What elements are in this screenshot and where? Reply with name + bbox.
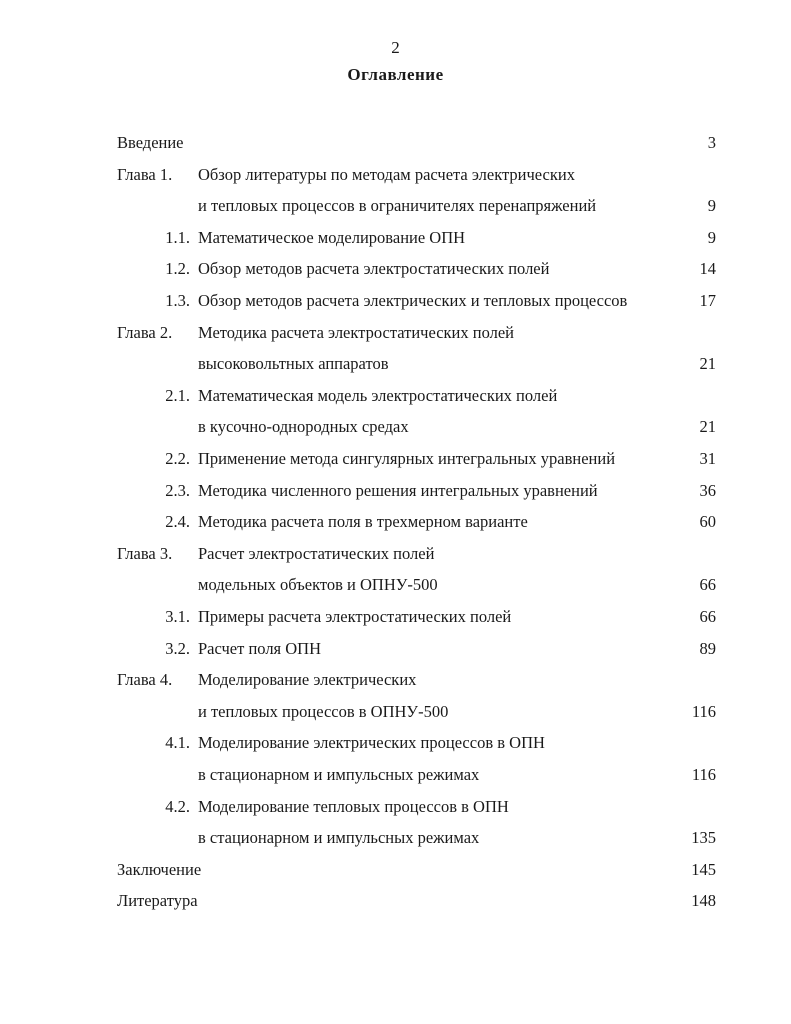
toc-entry-text: Моделирование электрических xyxy=(198,670,417,690)
toc-entry-label: 2.1. xyxy=(165,385,190,405)
toc-entry-text: и тепловых процессов в ограничителях перенапряжений xyxy=(198,196,597,216)
toc-entry-text: Математическая модель электростатических полей xyxy=(198,385,558,405)
toc-entry-page: 66 xyxy=(699,607,716,626)
toc-entry-text: Математическое моделирование ОПН xyxy=(198,227,466,247)
toc-entry-label: Глава 3. xyxy=(117,543,173,563)
toc-entry-page: 21 xyxy=(699,354,716,374)
toc-entry-page: 17 xyxy=(699,291,716,310)
toc-entry-label: Литература xyxy=(117,891,198,911)
toc-entry-page: 36 xyxy=(699,480,716,500)
toc-entry-page: 14 xyxy=(699,259,716,279)
toc-entry-page: 60 xyxy=(699,512,716,532)
toc-entry-text: высоковольтных аппаратов xyxy=(198,354,389,374)
toc-entry-text: Методика численного решения интегральных уравнений xyxy=(198,480,598,500)
toc-entry-label: 3.2. xyxy=(165,638,190,658)
toc-entry-label: Глава 2. xyxy=(117,322,173,342)
toc-entry-label: 3.1. xyxy=(165,607,190,626)
toc-entry-label: 2.3. xyxy=(165,480,190,500)
toc-entry-text: Методика расчета поля в трехмерном варианте xyxy=(198,512,528,532)
toc-entry-text: Расчет поля ОПН xyxy=(198,638,322,658)
toc-entry-page: 21 xyxy=(699,417,716,437)
toc-entry-label: 2.2. xyxy=(165,449,190,468)
toc-entry-label: Заключение xyxy=(117,859,202,879)
toc-entry-page: 9 xyxy=(707,196,716,216)
toc-entry-page: 148 xyxy=(691,891,716,911)
toc-entry-text: Моделирование электрических процессов в ОПН xyxy=(198,733,545,753)
page-number: 2 xyxy=(391,38,400,57)
toc-entry-label: 1.3. xyxy=(165,291,190,310)
toc-entry-text: в стационарном и импульсных режимах xyxy=(198,828,480,848)
toc-entry-page: 135 xyxy=(691,828,716,848)
toc-entry-text: Обзор методов расчета электрических и тепловых процессов xyxy=(198,291,628,310)
toc-entry-page: 145 xyxy=(691,859,716,879)
toc-entry-page: 89 xyxy=(699,638,716,658)
toc-entry-label: 4.2. xyxy=(165,796,190,816)
toc-entry-text: Методика расчета электростатических полей xyxy=(198,322,514,342)
toc-entry-text: Примеры расчета электростатических полей xyxy=(198,607,512,626)
toc-entry-text: в стационарном и импульсных режимах xyxy=(198,765,480,784)
toc-entry-page: 9 xyxy=(707,227,716,247)
toc-entry-page: 31 xyxy=(699,449,716,468)
toc-entry-page: 116 xyxy=(691,701,716,721)
toc-entry-label: Глава 1. xyxy=(117,164,173,184)
toc-entry-text: и тепловых процессов в ОПНУ-500 xyxy=(198,701,449,721)
toc-entry-label: Введение xyxy=(117,133,184,152)
toc-entry-label: Глава 4. xyxy=(117,670,173,690)
page-title: Оглавление xyxy=(347,65,444,84)
toc-entry-text: Моделирование тепловых процессов в ОПН xyxy=(198,796,509,816)
toc-entry-label: 4.1. xyxy=(165,733,190,753)
toc-entry-text: Обзор методов расчета электростатических полей xyxy=(198,259,550,279)
toc-entry-text: в кусочно-однородных средах xyxy=(198,417,409,437)
toc-entry-text: модельных объектов и ОПНУ-500 xyxy=(198,575,438,595)
toc-entry-page: 66 xyxy=(699,575,716,595)
toc-entry-text: Применение метода сингулярных интегральных уравнений xyxy=(198,449,616,468)
toc-entry-text: Обзор литературы по методам расчета электрических xyxy=(198,164,575,184)
toc-entry-label: 2.4. xyxy=(165,512,190,532)
toc-entry-label: 1.1. xyxy=(165,227,190,247)
toc-entry-page: 3 xyxy=(707,133,716,152)
toc-entry-label: 1.2. xyxy=(165,259,190,279)
toc-entry-text: Расчет электростатических полей xyxy=(198,543,435,563)
toc-entry-page: 116 xyxy=(691,765,716,784)
